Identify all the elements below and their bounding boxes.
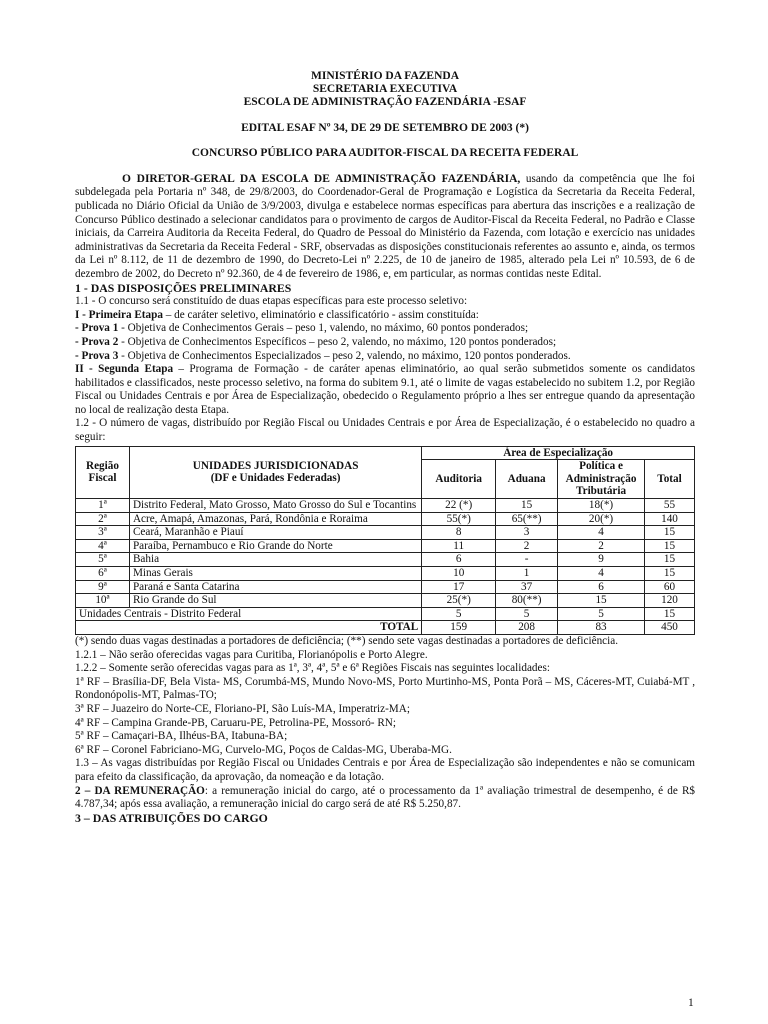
rf-6: 6ª RF – Coronel Fabriciano-MG, Curvelo-MG, Poços de Caldas-MG, Uberaba-MG. — [75, 743, 452, 756]
cell-regiao: 4ª — [76, 539, 130, 553]
cell-auditoria: 10 — [422, 567, 496, 581]
table-header-row — [76, 446, 695, 460]
etapa-2 — [75, 363, 695, 417]
cell-auditoria: 11 — [422, 539, 496, 553]
cell-unidades: Bahia — [129, 553, 421, 567]
prova-3-text: - Objetiva de Conhecimentos Especializados – peso 2, valendo, no máximo, 120 pontos ponderados. — [118, 349, 571, 362]
cell-regiao: 3ª — [76, 526, 130, 540]
table-row — [76, 512, 695, 526]
cell-total: 55 — [645, 499, 695, 513]
prova-3 — [75, 350, 695, 364]
cell-total-label: TOTAL — [76, 621, 422, 635]
cell-regiao: 5ª — [76, 553, 130, 567]
ministry-name: MINISTÉRIO DA FAZENDA — [310, 70, 460, 82]
document-header — [75, 70, 695, 110]
intro-text: usando da competência que lhe foi subdelegada pela Portaria nº 348, de 29/8/2003, do Coordenador-Geral de Programação e Logística da Secretaria da Receita Federal, publicada no Diário Oficial da União de 3/9/2003, divulga e estabelece normas específicas para abertura das inscrições e a realização de Concurso Público destinado a selecionar candidatos para o provimento de cargos de Auditor-Fiscal da Receita Federal, no Padrão e Classe iniciais, da Carreira Auditoria da Receita Federal, do Quadro de Pessoal do Ministério da Fazenda, com lotação e exercício nas unidades administrativas da Secretaria da Receita Federal - SRF, observadas as disposições constitucionais referentes ao assunto e, ainda, os termos da Lei nº 8.112, de 11 de dezembro de 1990, do Decreto-Lei nº 2.225, de 10 de janeiro de 1985, alterado pela Lei nº 10.593, de 6 de dezembro de 2002, do Decreto nº 92.360, de 4 de fevereiro de 1986, e, em particular, as normas contidas neste Edital. — [75, 172, 695, 280]
cell-unidades: Paraná e Santa Catarina — [129, 580, 421, 594]
table-row — [76, 594, 695, 608]
cell-politica: 5 — [558, 607, 645, 621]
etapa-2-text: – Programa de Formação - de caráter apenas eliminatório, ao qual serão submetidos somente os candidatos habilitados e classificados, neste processo seletivo, na forma do subitem 9.1, até o limite de vagas estabelecido no subitem 1.2, por Região Fiscal ou Unidades Centrais e por Área de Especialização, obedecido o Regulamento próprio a lhes ser entregue quando da apresentação no local de realização desta Etapa. — [75, 363, 695, 416]
item-1-1: 1.1 - O concurso será constituído de duas etapas específicas para este processo seletivo: — [75, 295, 468, 308]
table-row — [76, 499, 695, 513]
cell-politica: 15 — [558, 594, 645, 608]
cell-auditoria: 25(*) — [422, 594, 496, 608]
cell-auditoria: 8 — [422, 526, 496, 540]
prova-3-label: - Prova 3 — [75, 349, 119, 362]
table-row — [76, 580, 695, 594]
vagas-table — [75, 446, 695, 635]
cell-auditoria: 6 — [422, 553, 496, 567]
cell-politica: 9 — [558, 553, 645, 567]
cell-unidades: Acre, Amapá, Amazonas, Pará, Rondônia e Roraima — [129, 512, 421, 526]
cell-politica: 20(*) — [558, 512, 645, 526]
rf-3: 3ª RF – Juazeiro do Norte-CE, Floriano-PI, São Luís-MA, Imperatriz-MA; — [75, 702, 410, 715]
cell-aduana: 80(**) — [496, 594, 558, 608]
section-2 — [75, 785, 695, 812]
item-1-2-1: 1.2.1 – Não serão oferecidas vagas para Curitiba, Florianópolis e Porto Alegre. — [75, 648, 428, 661]
etapa-1-label: I - Primeira Etapa — [75, 308, 163, 321]
page-number: 1 — [688, 997, 694, 1009]
cell-regiao: 10ª — [76, 594, 130, 608]
prova-2-text: - Objetiva de Conhecimentos Específicos – peso 2, valendo, no máximo, 120 pontos ponderados; — [118, 335, 557, 348]
cell-politica: 2 — [558, 539, 645, 553]
cell-aduana: 37 — [496, 580, 558, 594]
note-deficiencia: (*) sendo duas vagas destinadas a portadores de deficiência; (**) sendo sete vagas destinadas a portadores de deficiência. — [75, 634, 619, 647]
cell-unidades: Minas Gerais — [129, 567, 421, 581]
prova-2-label: - Prova 2 — [75, 335, 119, 348]
cell-auditoria: 159 — [422, 621, 496, 635]
cell-unidades: Paraíba, Pernambuco e Rio Grande do Norte — [129, 539, 421, 553]
cell-total: 15 — [645, 607, 695, 621]
prova-1 — [75, 322, 695, 336]
cell-aduana: - — [496, 553, 558, 567]
prova-2 — [75, 336, 695, 350]
cell-total: 450 — [645, 621, 695, 635]
col-header-unidades-title: UNIDADES JURISDICIONADAS — [192, 459, 359, 472]
cell-total: 60 — [645, 580, 695, 594]
col-header-auditoria: Auditoria — [422, 460, 496, 499]
cell-aduana: 15 — [496, 499, 558, 513]
table-row-total — [76, 621, 695, 635]
cell-aduana: 1 — [496, 567, 558, 581]
col-header-total: Total — [645, 460, 695, 499]
edital-title: EDITAL ESAF Nº 34, DE 29 DE SETEMBRO DE 2003 (*) — [241, 121, 529, 134]
cell-aduana: 208 — [496, 621, 558, 635]
rf-1: 1ª RF – Brasília-DF, Bela Vista- MS, Corumbá-MS, Mundo Novo-MS, Porto Murtinho-MS, Ponta Porã – MS, Cáceres-MT, Cuiabá-MT , Rondonópolis-MT, Palmas-TO; — [75, 675, 695, 702]
section-2-text: : a remuneração inicial do cargo, até o processamento da 1ª avaliação trimestral de desempenho, é de R$ 4.787,34; após essa avaliação, a remuneração inicial do cargo será de até R$ 5.250,87. — [75, 784, 696, 811]
col-header-politica: Política e Administração Tributária — [558, 460, 645, 499]
cell-unidades: Rio Grande do Sul — [129, 594, 421, 608]
cell-aduana: 5 — [496, 607, 558, 621]
section-1-title: 1 - DAS DISPOSIÇÕES PRELIMINARES — [75, 280, 292, 295]
cell-politica: 6 — [558, 580, 645, 594]
cell-auditoria: 5 — [422, 607, 496, 621]
cell-auditoria: 17 — [422, 580, 496, 594]
prova-1-label: - Prova 1 — [75, 322, 119, 335]
cell-central-label: Unidades Centrais - Distrito Federal — [76, 607, 422, 621]
table-row — [76, 553, 695, 567]
intro-paragraph — [75, 173, 695, 282]
cell-regiao: 1ª — [76, 499, 130, 513]
cell-politica: 4 — [558, 567, 645, 581]
etapa-1 — [75, 309, 695, 323]
cell-unidades: Distrito Federal, Mato Grosso, Mato Grosso do Sul e Tocantins — [129, 499, 421, 513]
cell-unidades: Ceará, Maranhão e Piauí — [129, 526, 421, 540]
intro-lead: O DIRETOR-GERAL DA ESCOLA DE ADMINISTRAÇÃO FAZENDÁRIA, — [122, 172, 521, 185]
section-2-title: 2 – DA REMUNERAÇÃO — [75, 784, 205, 797]
prova-1-text: - Objetiva de Conhecimentos Gerais – peso 1, valendo, no máximo, 60 pontos ponderados; — [118, 322, 529, 335]
cell-total: 120 — [645, 594, 695, 608]
cell-total: 15 — [645, 553, 695, 567]
table-row — [76, 539, 695, 553]
cell-politica: 18(*) — [558, 499, 645, 513]
item-1-2-2: 1.2.2 – Somente serão oferecidas vagas para as 1ª, 3ª, 4ª, 5ª e 6ª Regiões Fiscais nas seguintes localidades: — [75, 662, 550, 675]
rf-5: 5ª RF – Camaçari-BA, Ilhéus-BA, Itabuna-BA; — [75, 730, 288, 743]
secretariat-name: SECRETARIA EXECUTIVA — [312, 83, 458, 96]
section-3-title: 3 – DAS ATRIBUIÇÕES DO CARGO — [75, 810, 268, 825]
cell-politica: 83 — [558, 621, 645, 635]
cell-total: 140 — [645, 512, 695, 526]
cell-aduana: 2 — [496, 539, 558, 553]
cell-politica: 4 — [558, 526, 645, 540]
rf-4: 4ª RF – Campina Grande-PB, Caruaru-PE, Petrolina-PE, Mossoró- RN; — [75, 716, 396, 729]
cell-aduana: 3 — [496, 526, 558, 540]
cell-regiao: 6ª — [76, 567, 130, 581]
table-row-central — [76, 607, 695, 621]
item-1-3: 1.3 – As vagas distribuídas por Região Fiscal ou Unidades Centrais e por Área de Especialização são independentes e não se comunicam para efeito da classificação, da aprovação, da nomeação e da lotação. — [75, 757, 695, 783]
col-header-aduana: Aduana — [496, 460, 558, 499]
col-header-regiao: Região Fiscal — [76, 446, 130, 498]
cell-auditoria: 55(*) — [422, 512, 496, 526]
cell-total: 15 — [645, 539, 695, 553]
etapa-1-text: – de caráter seletivo, eliminatório e classificatório - assim constituída: — [162, 308, 479, 321]
col-header-area: Área de Especialização — [422, 446, 695, 460]
concurso-title: CONCURSO PÚBLICO PARA AUDITOR-FISCAL DA RECEITA FEDERAL — [191, 147, 579, 160]
cell-total: 15 — [645, 526, 695, 540]
cell-regiao: 9ª — [76, 580, 130, 594]
item-1-2: 1.2 - O número de vagas, distribuído por Região Fiscal ou Unidades Centrais e por Área de Especialização, é o estabelecido no quadro a seguir: — [75, 417, 695, 444]
cell-regiao: 2ª — [76, 512, 130, 526]
col-header-unidades — [129, 446, 421, 498]
table-row — [76, 567, 695, 581]
document-page — [75, 70, 695, 825]
school-name: ESCOLA DE ADMINISTRAÇÃO FAZENDÁRIA -ESAF — [243, 96, 527, 109]
cell-total: 15 — [645, 567, 695, 581]
col-header-unidades-sub: (DF e Unidades Federadas) — [210, 472, 341, 485]
table-row — [76, 526, 695, 540]
cell-auditoria: 22 (*) — [422, 499, 496, 513]
etapa-2-label: II - Segunda Etapa — [75, 363, 174, 376]
cell-aduana: 65(**) — [496, 512, 558, 526]
